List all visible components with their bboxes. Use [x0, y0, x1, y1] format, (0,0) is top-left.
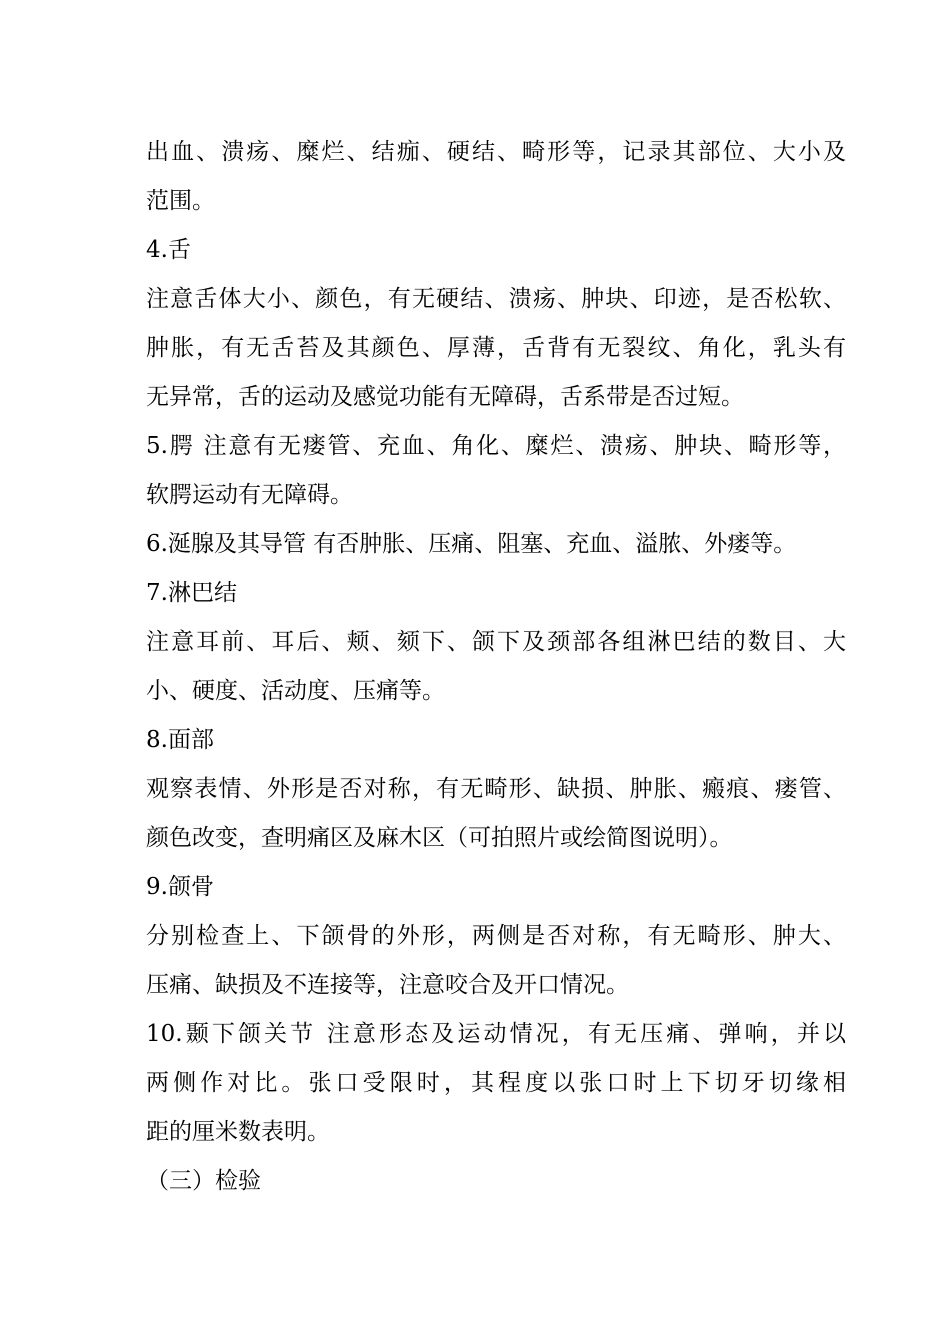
paragraph-line: 颜色改变，查明痛区及麻木区（可拍照片或绘简图说明）。 [146, 825, 733, 851]
section-heading-jaw: 9.颌骨 [146, 874, 214, 900]
paragraph-line: 压痛、缺损及不连接等，注意咬合及开口情况。 [146, 972, 629, 998]
document-body [146, 128, 846, 1206]
section-heading-tmj: 10.颞下颌关节 注意形态及运动情况，有无压痛、弹响，并以 [146, 1021, 846, 1047]
section-heading-lab-tests: （三）检验 [146, 1168, 261, 1194]
section-heading-palate: 5.腭 注意有无瘘管、充血、角化、糜烂、溃疡、肿块、畸形等， [146, 433, 846, 459]
paragraph-line: 小、硬度、活动度、压痛等。 [146, 678, 445, 704]
paragraph-line: 两侧作对比。张口受限时，其程度以张口时上下切牙切缘相 [146, 1070, 846, 1096]
paragraph-line: 范围。 [146, 188, 215, 214]
section-heading-salivary-gland: 6.涎腺及其导管 有否肿胀、压痛、阻塞、充血、溢脓、外瘘等。 [146, 531, 797, 557]
paragraph-line: 出血、溃疡、糜烂、结痂、硬结、畸形等，记录其部位、大小及 [146, 139, 846, 165]
paragraph-line: 注意舌体大小、颜色，有无硬结、溃疡、肿块、印迹，是否松软、 [146, 286, 846, 312]
section-heading-face: 8.面部 [146, 727, 214, 753]
paragraph-line: 分别检查上、下颌骨的外形，两侧是否对称，有无畸形、肿大、 [146, 923, 846, 949]
paragraph-line: 观察表情、外形是否对称，有无畸形、缺损、肿胀、瘢痕、瘘管、 [146, 776, 846, 802]
section-heading-lymph-nodes: 7.淋巴结 [146, 580, 237, 606]
paragraph-line: 无异常，舌的运动及感觉功能有无障碍，舌系带是否过短。 [146, 384, 744, 410]
paragraph-line: 肿胀，有无舌苔及其颜色、厚薄，舌背有无裂纹、角化，乳头有 [146, 335, 846, 361]
paragraph-line: 注意耳前、耳后、颊、颏下、颌下及颈部各组淋巴结的数目、大 [146, 629, 846, 655]
paragraph-line: 软腭运动有无障碍。 [146, 482, 353, 508]
paragraph-line: 距的厘米数表明。 [146, 1119, 330, 1145]
section-heading-tongue: 4.舌 [146, 237, 191, 263]
